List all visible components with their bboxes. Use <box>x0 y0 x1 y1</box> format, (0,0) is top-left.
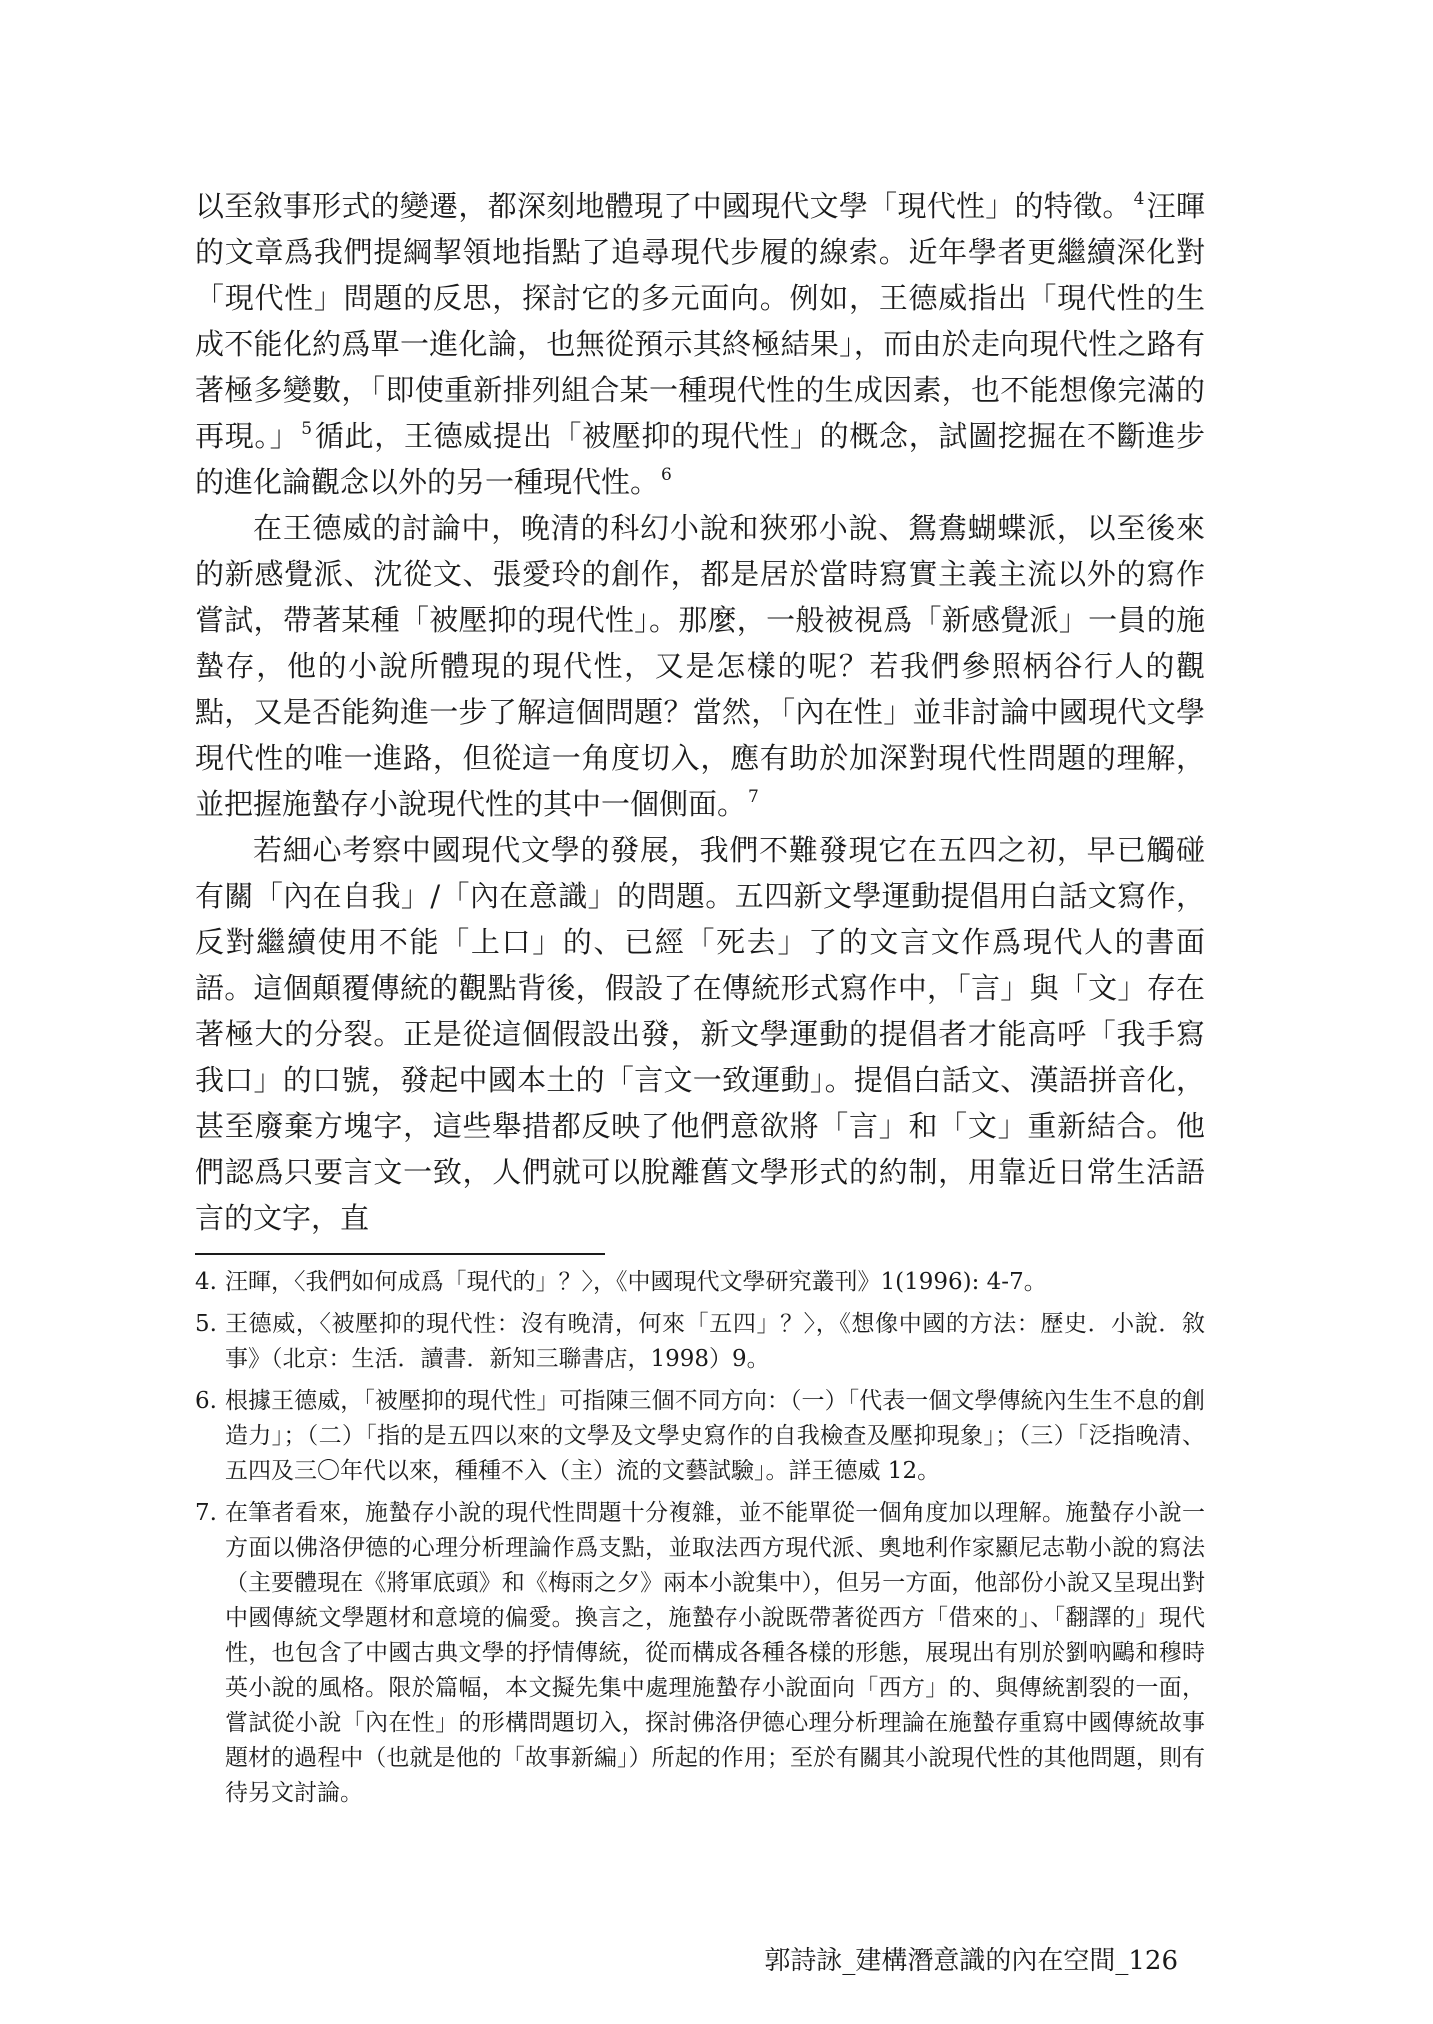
footnote-ref-6[interactable]: 6 <box>661 465 672 485</box>
footnote-separator <box>195 1253 605 1255</box>
footnote-number: 7. <box>195 1500 217 1526</box>
footnote-text: 根據王德威，「被壓抑的現代性」可指陳三個不同方向：（一）「代表一個文學傳統內生生不息的創造力」；（二）「指的是五四以來的文學及文學史寫作的自我檢查及壓抑現象」；（三）「泛指晚清、五四及三〇年代以來，種種不入（主）流的文藝試驗」。詳王德威 12。 <box>225 1388 1205 1484</box>
paragraph-3 <box>195 827 1205 1241</box>
paragraph-3-text: 若細心考察中國現代文學的發展，我們不難發現它在五四之初，早已觸碰有關「內在自我」/「內在意識」的問題。五四新文學運動提倡用白話文寫作，反對繼續使用不能「上口」的、已經「死去」了的文言文作爲現代人的書面語。這個顛覆傳統的觀點背後，假設了在傳統形式寫作中，「言」與「文」存在著極大的分裂。正是從這個假設出發，新文學運動的提倡者才能高呼「我手寫我口」的口號，發起中國本土的「言文一致運動」。提倡白話文、漢語拼音化，甚至廢棄方塊字，這些舉措都反映了他們意欲將「言」和「文」重新結合。他們認爲只要言文一致，人們就可以脫離舊文學形式的約制，用靠近日常生活語言的文字，直 <box>195 833 1205 1235</box>
footnote-ref-4[interactable]: 4 <box>1133 189 1145 209</box>
footnote-ref-5[interactable]: 5 <box>301 419 313 439</box>
paragraph-2-text: 在王德威的討論中，晚清的科幻小說和狹邪小說、鴛鴦蝴蝶派，以至後來的新感覺派、沈從文、張愛玲的創作，都是居於當時寫實主義主流以外的寫作嘗試，帶著某種「被壓抑的現代性」。那麼，一般被視爲「新感覺派」一員的施蟄存，他的小說所體現的現代性，又是怎樣的呢？若我們參照柄谷行人的觀點，又是否能夠進一步了解這個問題？當然，「內在性」並非討論中國現代文學現代性的唯一進路，但從這一角度切入，應有助於加深對現代性問題的理解，並把握施蟄存小說現代性的其中一個側面。 <box>195 511 1205 821</box>
footnote-4 <box>195 1265 1205 1300</box>
footnote-number: 4. <box>195 1269 217 1295</box>
footnote-text: 汪暉，〈我們如何成爲「現代的」？〉，《中國現代文學研究叢刊》1(1996): 4-7。 <box>225 1269 1047 1295</box>
paragraph-1 <box>195 183 1205 505</box>
footnote-6 <box>195 1384 1205 1489</box>
footnotes <box>195 1265 1205 1818</box>
paragraph-2 <box>195 505 1205 827</box>
paragraph-1-part-c: 循此，王德威提出「被壓抑的現代性」的概念，試圖挖掘在不斷進步的進化論觀念以外的另一種現代性。 <box>195 419 1205 499</box>
footnote-number: 6. <box>195 1388 217 1414</box>
footnote-7 <box>195 1496 1205 1811</box>
footnote-5 <box>195 1307 1205 1377</box>
main-text <box>195 183 1205 1241</box>
running-footer: 郭詩詠_建構潛意識的內在空間_126 <box>764 1946 1178 1976</box>
paragraph-1-part-b: 汪暉的文章爲我們提綱挈領地指點了追尋現代步履的線索。近年學者更繼續深化對「現代性」問題的反思，探討它的多元面向。例如，王德威指出「現代性的生成不能化約爲單一進化論，也無從預示其終極結果」，而由於走向現代性之路有著極多變數，「即使重新排列組合某一種現代性的生成因素，也不能想像完滿的再現。」 <box>195 189 1205 453</box>
footnote-text: 王德威，〈被壓抑的現代性：沒有晚清，何來「五四」？〉，《想像中國的方法：歷史．小說．敘事》（北京：生活．讀書．新知三聯書店，1998）9。 <box>225 1311 1205 1372</box>
footnote-text: 在筆者看來，施蟄存小說的現代性問題十分複雜，並不能單從一個角度加以理解。施蟄存小說一方面以佛洛伊德的心理分析理論作爲支點，並取法西方現代派、奧地利作家顯尼志勒小說的寫法（主要體現在《將軍底頭》和《梅雨之夕》兩本小說集中），但另一方面，他部份小說又呈現出對中國傳統文學題材和意境的偏愛。換言之，施蟄存小說既帶著從西方「借來的」、「翻譯的」現代性，也包含了中國古典文學的抒情傳統，從而構成各種各樣的形態，展現出有別於劉吶鷗和穆時英小說的風格。限於篇幅，本文擬先集中處理施蟄存小說面向「西方」的、與傳統割裂的一面，嘗試從小說「內在性」的形構問題切入，探討佛洛伊德心理分析理論在施蟄存重寫中國傳統故事題材的過程中（也就是他的「故事新編」）所起的作用；至於有關其小說現代性的其他問題，則有待另文討論。 <box>225 1500 1205 1806</box>
footnote-number: 5. <box>195 1311 217 1337</box>
footnote-ref-7[interactable]: 7 <box>748 787 759 807</box>
paragraph-1-part-a: 以至敘事形式的變遷，都深刻地體現了中國現代文學「現代性」的特徵。 <box>195 189 1132 223</box>
